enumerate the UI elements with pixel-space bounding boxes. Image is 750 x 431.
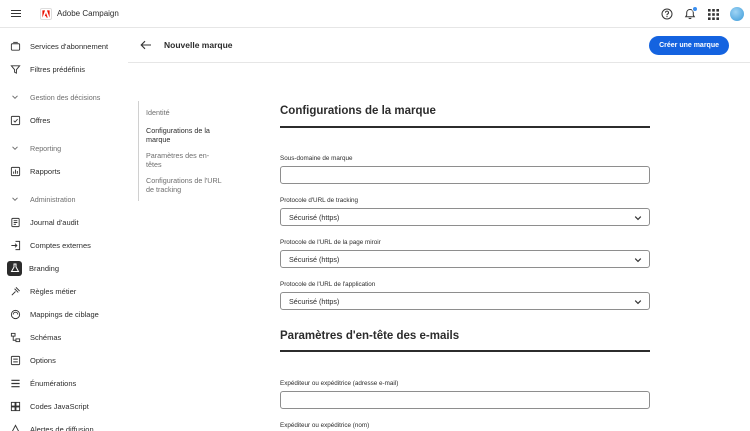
subscription-icon: [9, 40, 21, 52]
application-url-protocol-label: Protocole de l'URL de l'application: [280, 281, 376, 288]
top-bar: [0, 0, 750, 28]
section-title-email-header-parameters: Paramètres d'en-tête des e-mails: [280, 330, 460, 342]
offers-icon: [9, 114, 21, 126]
application-url-protocol-select[interactable]: [280, 292, 650, 310]
sidebar-item-subscription-services[interactable]: [0, 36, 128, 56]
sidebar-item-label: Règles métier: [30, 286, 77, 296]
sidebar-item-label: Journal d'audit: [30, 217, 79, 227]
sidebar-item-schemas[interactable]: [0, 327, 128, 347]
section-divider: [280, 126, 650, 128]
sender-email-input[interactable]: [280, 391, 650, 409]
sender-name-label: Expéditeur ou expéditrice (nom): [280, 422, 370, 429]
page-title: Nouvelle marque: [164, 40, 233, 50]
tracking-url-protocol-select[interactable]: [280, 208, 650, 226]
options-icon: [9, 354, 21, 366]
reports-icon: [9, 165, 21, 177]
subnav-item-header-parameters[interactable]: Paramètres des en-têtes: [146, 151, 210, 169]
sidebar-item-audit-log[interactable]: [0, 212, 128, 232]
sidebar-item-external-accounts[interactable]: [0, 235, 128, 255]
sidebar-item-label: Branding: [29, 263, 60, 273]
chevron-down-icon: [634, 256, 642, 264]
filter-icon: [9, 63, 21, 75]
subnav-item-identity[interactable]: Identité: [146, 108, 170, 117]
targeting-icon: [9, 308, 21, 320]
sidebar-item-branding[interactable]: [0, 258, 128, 278]
menu-icon[interactable]: [2, 0, 30, 28]
external-accounts-icon: [9, 239, 21, 251]
back-arrow-icon[interactable]: [140, 39, 152, 51]
sidebar-item-reports[interactable]: [0, 161, 128, 181]
sidebar-item-delivery-alerts[interactable]: [0, 419, 128, 431]
select-value: Sécurisé (https): [289, 212, 340, 222]
create-brand-button[interactable]: Créer une marque: [649, 36, 729, 55]
schemas-icon: [9, 331, 21, 343]
subnav-item-tracking-url-configurations[interactable]: Configurations de l'URL de tracking: [146, 176, 222, 194]
sender-email-label: Expéditeur ou expéditrice (adresse e-mail): [280, 380, 399, 387]
sidebar-item-javascript-codes[interactable]: [0, 396, 128, 416]
sidebar-item-label: Filtres prédéfinis: [30, 64, 86, 74]
notifications-icon[interactable]: [684, 8, 696, 20]
chevron-down-icon: [9, 144, 21, 152]
sidebar-item-label: Comptes externes: [30, 240, 91, 250]
section-title-brand-configurations: Configurations de la marque: [280, 105, 436, 117]
sidebar-item-label: Services d'abonnement: [30, 41, 109, 51]
sidebar-section-label: Reporting: [30, 143, 62, 153]
section-divider: [280, 350, 650, 352]
brand-subdomain-label: Sous-domaine de marque: [280, 155, 353, 162]
sidebar-item-business-rules[interactable]: [0, 281, 128, 301]
notification-badge: [692, 6, 698, 12]
sidebar-item-offers[interactable]: [0, 110, 128, 130]
help-icon[interactable]: [661, 8, 673, 20]
alerts-icon: [9, 423, 21, 431]
mirror-page-url-protocol-select[interactable]: [280, 250, 650, 268]
enumerations-icon: [9, 377, 21, 389]
sidebar-item-label: Mappings de ciblage: [30, 309, 99, 319]
sidebar-section-label: Administration: [30, 194, 76, 204]
sidebar: [0, 28, 128, 431]
apps-grid-icon[interactable]: [707, 8, 719, 20]
sidebar-item-label: Alertes de diffusion: [30, 424, 94, 431]
chevron-down-icon: [634, 214, 642, 222]
main-content: [128, 28, 750, 431]
sidebar-item-options[interactable]: [0, 350, 128, 370]
select-value: Sécurisé (https): [289, 296, 340, 306]
page-header: [128, 28, 750, 63]
section-navigation: [138, 101, 224, 201]
chevron-down-icon: [9, 195, 21, 203]
sidebar-item-label: Offres: [30, 115, 51, 125]
sidebar-section-reporting[interactable]: [0, 140, 128, 156]
chevron-down-icon: [634, 298, 642, 306]
sidebar-item-label: Énumérations: [30, 378, 77, 388]
select-value: Sécurisé (https): [289, 254, 340, 264]
mirror-page-url-protocol-label: Protocole de l'URL de la page miroir: [280, 239, 381, 246]
javascript-icon: [9, 400, 21, 412]
branding-icon: [7, 261, 22, 276]
avatar[interactable]: [730, 7, 744, 21]
sidebar-section-administration[interactable]: [0, 191, 128, 207]
sidebar-item-label: Schémas: [30, 332, 62, 342]
sidebar-item-predefined-filters[interactable]: [0, 59, 128, 79]
sidebar-item-label: Rapports: [30, 166, 61, 176]
sidebar-item-targeting-mappings[interactable]: [0, 304, 128, 324]
sidebar-section-decision-management[interactable]: [0, 89, 128, 105]
business-rules-icon: [9, 285, 21, 297]
sidebar-item-label: Options: [30, 355, 56, 365]
brand-subdomain-input[interactable]: [280, 166, 650, 184]
sidebar-item-enumerations[interactable]: [0, 373, 128, 393]
chevron-down-icon: [9, 93, 21, 101]
app-name: Adobe Campaign: [57, 9, 119, 18]
tracking-url-protocol-label: Protocole d'URL de tracking: [280, 197, 358, 204]
subnav-item-brand-configurations[interactable]: Configurations de la marque: [146, 126, 210, 144]
sidebar-item-label: Codes JavaScript: [30, 401, 89, 411]
sidebar-section-label: Gestion des décisions: [30, 92, 101, 102]
audit-icon: [9, 216, 21, 228]
adobe-logo[interactable]: [40, 8, 52, 20]
